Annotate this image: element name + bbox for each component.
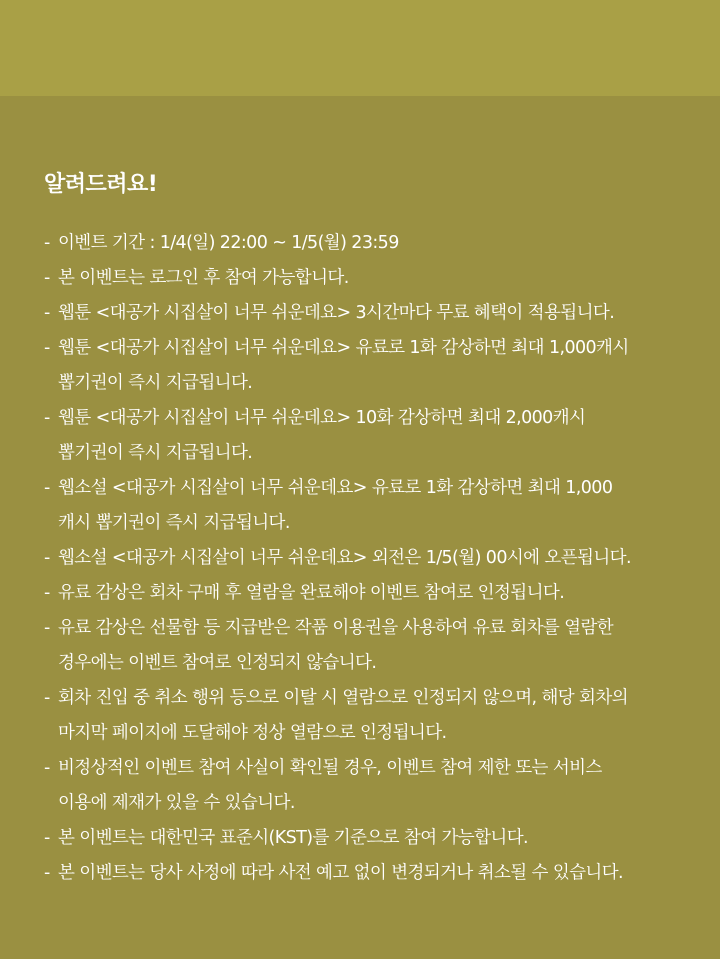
notice-item bbox=[44, 261, 680, 296]
notice-item-line: - 웹툰 <대공가 시집살이 너무 쉬운데요> 유료로 1화 감상하면 최대 1,000캐시 bbox=[58, 338, 629, 358]
top-banner-band bbox=[0, 0, 720, 96]
notice-item-line: - 유료 감상은 회차 구매 후 열람을 완료해야 이벤트 참여로 인정됩니다. bbox=[58, 583, 565, 603]
notice-item bbox=[44, 611, 680, 681]
notice-item bbox=[44, 856, 680, 891]
notice-item-line: - 유료 감상은 선물함 등 지급받은 작품 이용권을 사용하여 유료 회차를 열람한 bbox=[58, 618, 614, 638]
notice-item bbox=[44, 296, 680, 331]
notice-item bbox=[44, 541, 680, 576]
notice-item-line: - 웹소설 <대공가 시집살이 너무 쉬운데요> 외전은 1/5(월) 00시에 오픈됩니다. bbox=[58, 548, 631, 568]
notice-item-line: 마지막 페이지에 도달해야 정상 열람으로 인정됩니다. bbox=[58, 723, 447, 743]
notice-item bbox=[44, 401, 680, 471]
notice-item-line: - 회차 진입 중 취소 행위 등으로 이탈 시 열람으로 인정되지 않으며, 해당 회차의 bbox=[58, 688, 628, 708]
notice-item-line: 이용에 제재가 있을 수 있습니다. bbox=[58, 793, 295, 813]
notice-section bbox=[0, 96, 720, 959]
notice-item bbox=[44, 471, 680, 541]
notice-item-line: - 웹툰 <대공가 시집살이 너무 쉬운데요> 3시간마다 무료 혜택이 적용됩니다. bbox=[58, 303, 615, 323]
notice-item-line: 경우에는 이벤트 참여로 인정되지 않습니다. bbox=[58, 653, 377, 673]
notice-item bbox=[44, 331, 680, 401]
notice-item-line: - 본 이벤트는 로그인 후 참여 가능합니다. bbox=[58, 268, 349, 288]
notice-list bbox=[44, 226, 680, 891]
notice-item bbox=[44, 226, 680, 261]
notice-item-line: - 이벤트 기간 : 1/4(일) 22:00 ~ 1/5(월) 23:59 bbox=[58, 233, 399, 253]
notice-item-line: - 본 이벤트는 대한민국 표준시(KST)를 기준으로 참여 가능합니다. bbox=[58, 828, 528, 848]
notice-item-line: 뽑기권이 즉시 지급됩니다. bbox=[58, 443, 253, 463]
notice-item-line: - 비정상적인 이벤트 참여 사실이 확인될 경우, 이벤트 참여 제한 또는 서비스 bbox=[58, 758, 602, 778]
notice-item bbox=[44, 576, 680, 611]
notice-item bbox=[44, 751, 680, 821]
notice-item-line: - 본 이벤트는 당사 사정에 따라 사전 예고 없이 변경되거나 취소될 수 있습니다. bbox=[58, 863, 624, 883]
notice-item-line: 캐시 뽑기권이 즉시 지급됩니다. bbox=[58, 513, 290, 533]
notice-item-line: 뽑기권이 즉시 지급됩니다. bbox=[58, 373, 253, 393]
notice-item-line: - 웹툰 <대공가 시집살이 너무 쉬운데요> 10화 감상하면 최대 2,000캐시 bbox=[58, 408, 586, 428]
notice-item bbox=[44, 681, 680, 751]
notice-title: 알려드려요! bbox=[44, 172, 158, 197]
notice-item bbox=[44, 821, 680, 856]
notice-item-line: - 웹소설 <대공가 시집살이 너무 쉬운데요> 유료로 1화 감상하면 최대 1,000 bbox=[58, 478, 613, 498]
